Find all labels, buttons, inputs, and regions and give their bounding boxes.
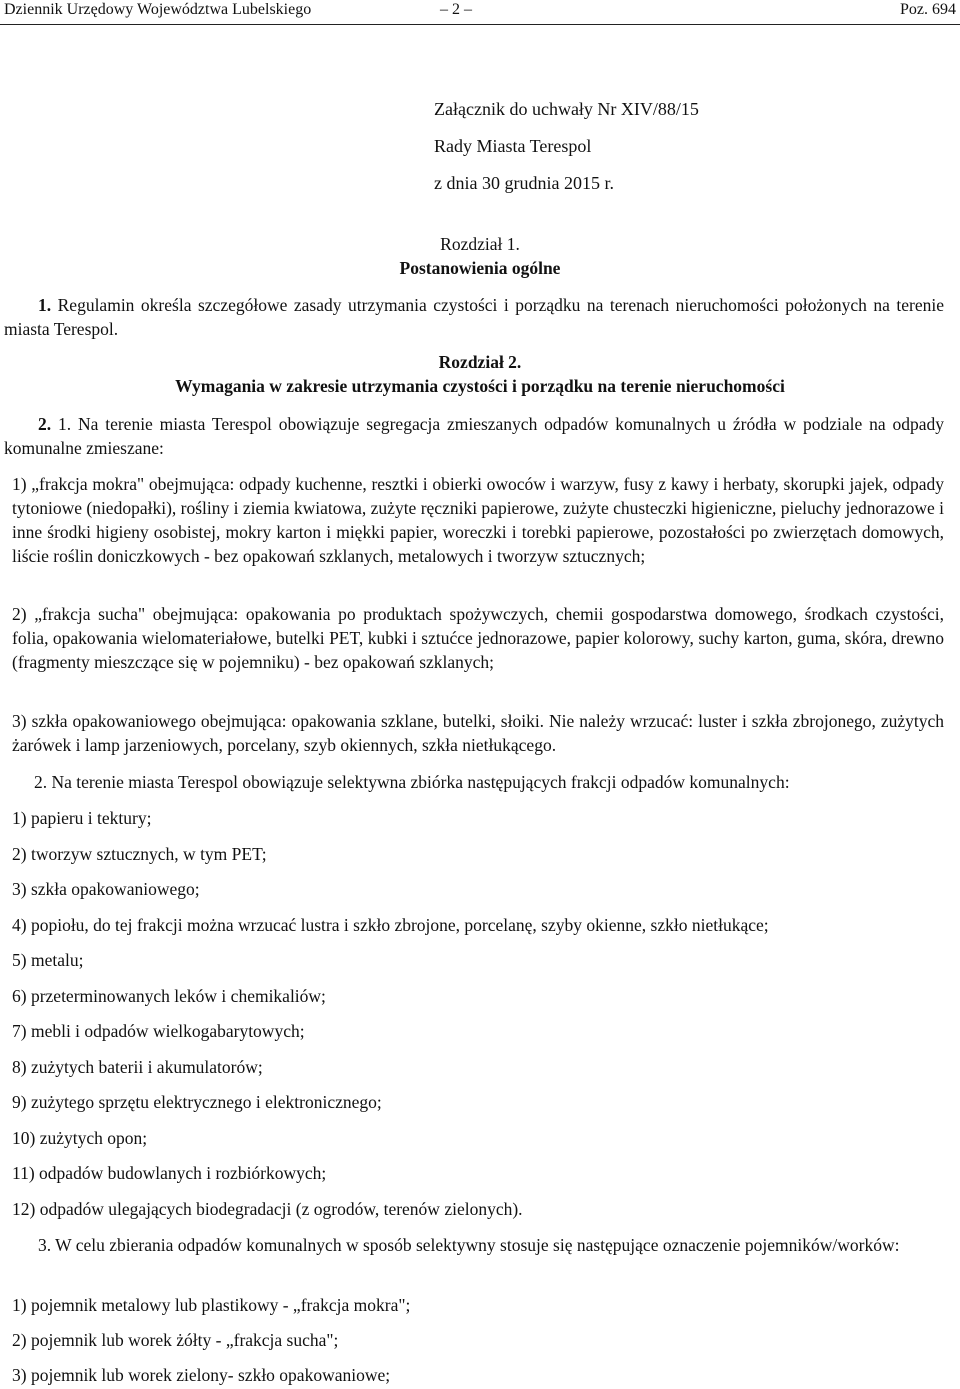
list-item: 4) popiołu, do tej frakcji można wrzucać lustra i szkło zbrojone, porcelanę, szyby okienne, szkło nietłukące; <box>12 915 769 935</box>
header-rule <box>0 24 960 25</box>
chapter-1-title: Postanowienia ogólne <box>399 258 561 278</box>
paragraph-1 <box>4 293 944 341</box>
paragraph-1-text: Regulamin określa szczegółowe zasady utrzymania czystości i porządku na terenach nieruchomości położonych na terenie miasta Terespol. <box>4 295 944 339</box>
annex-block <box>434 96 699 207</box>
position-number: Poz. 694 <box>900 1 956 18</box>
list-item: 10) zużytych opon; <box>12 1128 148 1148</box>
chapter-2-title: Wymagania w zakresie utrzymania czystości i porządku na terenie nieruchomości <box>175 376 785 396</box>
journal-title: Dziennik Urzędowy Województwa Lubelskiego <box>4 1 312 18</box>
list-item: 7) mebli i odpadów wielkogabarytowych; <box>12 1021 305 1041</box>
list-item: 2) „frakcja sucha" obejmująca: opakowania po produktach spożywczych, chemii gospodarstwa domowego, środkach czystości, folia, opakowania wielomateriałowe, butelki PET, kubki i sztućce jednorazowe, papier kolorowy, suchy karton, guma, skóra, drewno (fragmenty mieszczące się w pojemniku) - bez opakowań szklanych; <box>12 604 944 672</box>
section-2-para-1 <box>4 412 944 460</box>
list-item: 6) przeterminowanych leków i chemikaliów; <box>12 986 326 1006</box>
list-item: 1) papieru i tektury; <box>12 808 152 828</box>
annex-line-1: Załącznik do uchwały Nr XIV/88/15 <box>434 99 699 119</box>
list-item: 11) odpadów budowlanych i rozbiórkowych; <box>12 1163 327 1183</box>
page-number: – 2 – <box>440 1 472 18</box>
list-item: 3) szkła opakowaniowego obejmująca: opakowania szklane, butelki, słoiki. Nie należy wrzucać: luster i szkła zbrojonego, zużytych żarówek i lamp jarzeniowych, porcelany, szyb okiennych, szkła nietłukącego. <box>12 711 944 755</box>
annex-line-2: Rady Miasta Terespol <box>434 136 592 156</box>
list-item: 12) odpadów ulegających biodegradacji (z ogrodów, terenów zielonych). <box>12 1199 523 1219</box>
list-item: 9) zużytego sprzętu elektrycznego i elektronicznego; <box>12 1092 382 1112</box>
section-2-para-2: 2. Na terenie miasta Terespol obowiązuje selektywna zbiórka następujących frakcji odpadów komunalnych: <box>34 772 790 792</box>
list-item: 3) pojemnik lub worek zielony- szkło opakowaniowe; <box>12 1365 391 1385</box>
list-item: 8) zużytych baterii i akumulatorów; <box>12 1057 263 1077</box>
list-item: 1) „frakcja mokra" obejmująca: odpady kuchenne, resztki i obierki owoców i warzyw, fusy z kawy i herbaty, skorupki jajek, odpady tytoniowe (niedopałki), rośliny i ziemia kwiatowa, zużyte ręczniki papierowe, zużyte chusteczki higieniczne, pieluchy jednorazowe i inne środki higieny osobistej, mokry karton i miękki papier, woreczki i torebki papierowe, pozostałości po zwierzętach domowych, liście roślin doniczkowych - bez opakowań szklanych, metalowych i tworzyw sztucznych; <box>12 474 945 566</box>
annex-line-3: z dnia 30 grudnia 2015 r. <box>434 173 614 193</box>
list-item: 2) tworzyw sztucznych, w tym PET; <box>12 844 267 864</box>
page-header <box>0 0 960 26</box>
section-2-para-1-text: 1. Na terenie miasta Terespol obowiązuje segregacja zmieszanych odpadów komunalnych u źródła w podziale na odpady komunalne zmieszane: <box>4 414 944 458</box>
section-2-number: 2. <box>38 414 52 434</box>
list-item: 3) szkła opakowaniowego; <box>12 879 200 899</box>
chapter-1-number: Rozdział 1. <box>440 234 520 254</box>
list-item: 2) pojemnik lub worek żółty - „frakcja sucha"; <box>12 1330 339 1350</box>
list-item: 1) pojemnik metalowy lub plastikowy - „frakcja mokra"; <box>12 1295 411 1315</box>
list-item: 5) metalu; <box>12 950 84 970</box>
paragraph-1-number: 1. <box>38 295 52 315</box>
chapter-2-number: Rozdział 2. <box>438 352 522 372</box>
section-2-para-3: 3. W celu zbierania odpadów komunalnych w sposób selektywny stosuje się następujące oznaczenie pojemników/worków: <box>38 1235 900 1255</box>
